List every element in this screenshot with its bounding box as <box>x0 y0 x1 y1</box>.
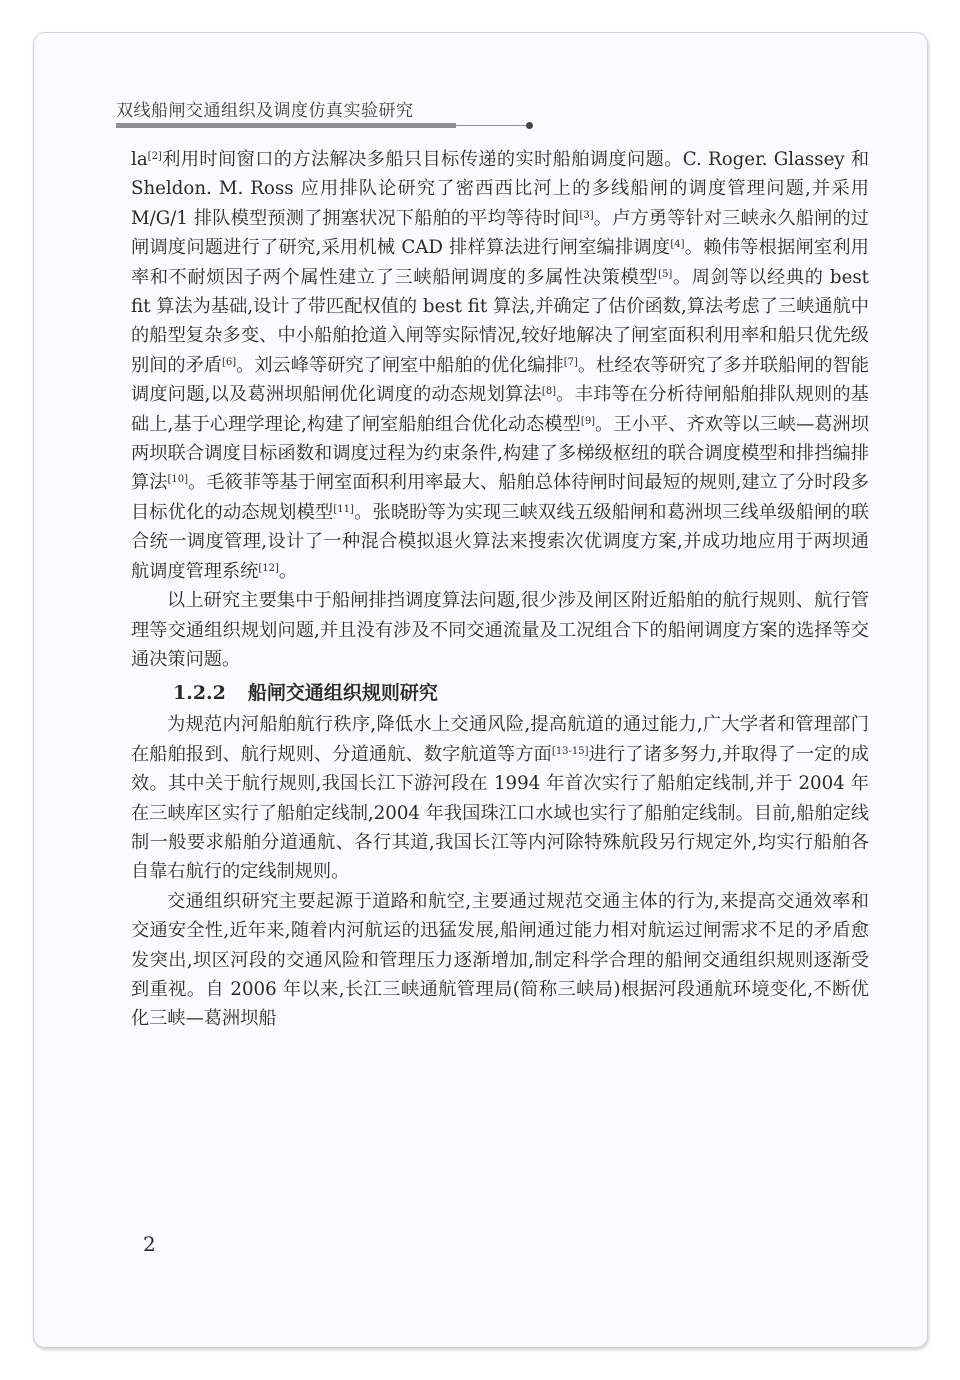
text-run: 。赖伟等根据闸室利用率和不耐烦因子两个属性建立了三峡船闸调度的多属性决策模型 <box>131 237 869 288</box>
header-rule-thin <box>456 125 528 126</box>
citation-ref: [6] <box>221 356 237 368</box>
citation-ref: [11] <box>333 503 354 515</box>
paragraphs-before-section <box>131 145 869 674</box>
text-run: 。 <box>278 560 298 582</box>
text-run: 。刘云峰等研究了闸室中船舶的优化编排 <box>236 354 564 376</box>
section-title: 船闸交通组织规则研究 <box>247 682 438 705</box>
paragraph-p3 <box>131 710 869 886</box>
citation-ref: [3] <box>579 209 594 221</box>
citation-ref: [2] <box>147 151 162 162</box>
paragraph-p4 <box>131 887 869 1034</box>
text-run: 交通组织研究主要起源于道路和航空,主要通过规范交通主体的行为,来提高交通效率和交通安全性,近年来,随着内河航运的迅猛发展,船闸通过能力相对航运过闸需求不足的矛盾愈发突出,坝区河段的交通风险和管理压力逐渐增加,制定科学合理的船闸交通组织规则逐渐受到重视。自 2006 年以来,长江三峡通航管理局(简称三峡局)根据河段通航环境变化,不断优化三峡—葛洲坝船 <box>131 890 869 1030</box>
citation-ref: [9] <box>580 415 596 427</box>
citation-ref: [5] <box>658 268 673 280</box>
text-run: 。丰玮等在分析待闸船舶排队规则的基础上,基于心理学理论,构建了闸室船舶组合优化动态模型 <box>131 384 869 435</box>
citation-ref: [7] <box>563 356 578 368</box>
text-run: 以上研究主要集中于船闸排挡调度算法问题,很少涉及闸区附近船舶的航行规则、航行管理等交通组织规划问题,并且没有涉及不同交通流量及工况组合下的船闸调度方案的选择等交通决策问题。 <box>131 590 869 670</box>
text-run: 。杜经农等研究了多并联船闸的智能调度问题,以及葛洲坝船闸优化调度的动态规划算法 <box>131 354 869 406</box>
citation-ref: [4] <box>670 239 685 251</box>
text-run: 利用时间窗口的方法解决多船只目标传递的实时船舶调度问题。C. Roger. Glassey 和 Sheldon. M. Ross 应用排队论研究了密西西比河上的多线船闸的调度管理问题,并采用 M/G/1 排队模型预测了拥塞状况下船舶的平均等待时间 <box>131 149 869 229</box>
page-body <box>131 145 869 1034</box>
citation-ref: [10] <box>167 474 189 486</box>
text-run: 。毛筱菲等基于闸室面积利用率最大、船舶总体待闸时间最短的规则,建立了分时段多目标优化的动态规划模型 <box>131 472 869 523</box>
text-run: 。王小平、齐欢等以三峡—葛洲坝两坝联合调度目标函数和调度过程为约束条件,构建了多梯级枢纽的联合调度模型和排挡编排算法 <box>131 413 869 494</box>
paragraph-p2 <box>131 586 869 674</box>
text-run: 。卢方勇等针对三峡永久船闸的过闸调度问题进行了研究,采用机械 CAD 排样算法进行闸室编排调度 <box>131 207 869 259</box>
text-run: 。张晓盼等为实现三峡双线五级船闸和葛洲坝三线单级船闸的联合统一调度管理,设计了一种混合模拟退火算法来搜索次优调度方案,并成功地应用于两坝通航调度管理系统 <box>131 501 869 582</box>
text-run: 进行了诸多努力,并取得了一定的成效。其中关于航行规则,我国长江下游河段在 1994 年首次实行了船舶定线制,并于 2004 年在三峡库区实行了船舶定线制,2004 年我国珠江口水域也实行了船舶定线制。目前,船舶定线制一般要求船舶分道通航、各行其道,我国长江等内河除特殊航段另行规定外,均实行船舶各自靠右航行的定线制规则。 <box>131 743 869 883</box>
citation-ref: [13-15] <box>551 745 589 757</box>
text-run: 为规范内河船舶航行秩序,降低水上交通风险,提高航道的通过能力,广大学者和管理部门在船舶报到、航行规则、分道通航、数字航道等方面 <box>131 714 869 765</box>
citation-ref: [12] <box>258 562 279 574</box>
paragraphs-after-section <box>131 710 869 1033</box>
header-rule-thick <box>116 123 456 128</box>
text-run: la <box>131 149 148 170</box>
section-heading <box>173 678 869 708</box>
text-run: 。周剑等以经典的 best fit 算法为基础,设计了带匹配权值的 best fit 算法,并确定了估价函数,算法考虑了三峡通航中的船型复杂多变、中小船舶抢道入闸等实际情况,较好地解决了闸室面积利用率和船只优先级别间的矛盾 <box>131 266 869 376</box>
citation-ref: [8] <box>541 386 557 398</box>
paragraph-p1 <box>131 145 869 586</box>
running-title: 双线船闸交通组织及调度仿真实验研究 <box>116 101 414 121</box>
page-number: 2 <box>143 1232 156 1256</box>
header-rule-dot <box>526 122 533 129</box>
section-number: 1.2.2 <box>173 682 226 705</box>
